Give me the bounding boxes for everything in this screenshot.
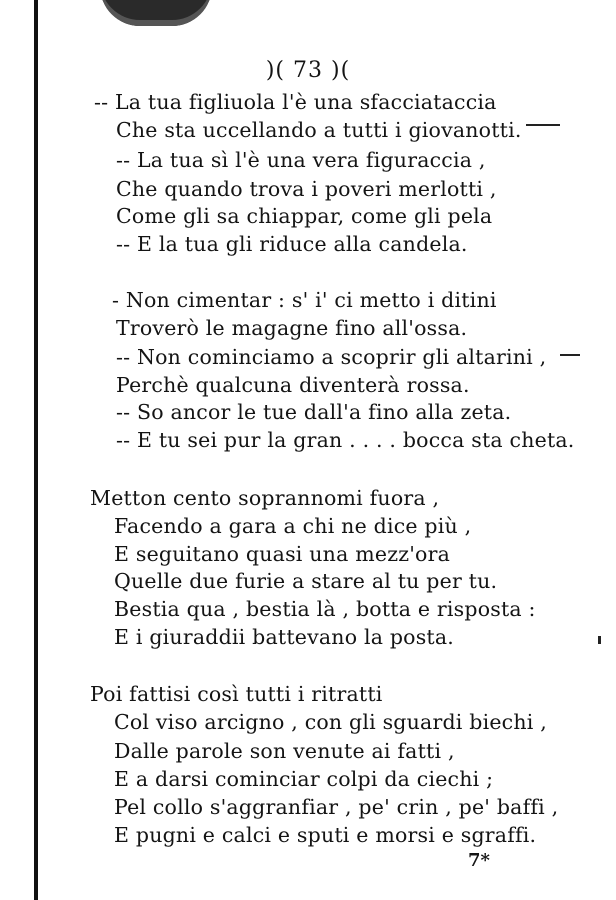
verse-line: Poi fattisi così tutti i ritratti (90, 682, 383, 706)
ink-blot-decoration (100, 0, 212, 26)
margin-dot-mark (598, 636, 601, 644)
verse-line: -- So ancor le tue dall'a fino alla zeta. (116, 400, 512, 424)
margin-dash-mark (560, 354, 580, 356)
verse-line: E pugni e calci e sputi e morsi e sgraffi. (114, 823, 537, 847)
verse-line: Perchè qualcuna diventerà rossa. (116, 373, 470, 397)
verse-line: E a darsi cominciar colpi da ciechi ; (114, 767, 494, 791)
verse-line: -- E tu sei pur la gran . . . . bocca sta cheta. (116, 428, 575, 452)
page-spine-edge (34, 0, 38, 900)
verse-line: Troverò le magagne fino all'ossa. (116, 316, 468, 340)
verse-line: Che sta uccellando a tutti i giovanotti. (116, 118, 522, 142)
verse-line: Quelle due furie a stare al tu per tu. (114, 569, 498, 593)
verse-line: -- E la tua gli riduce alla candela. (116, 232, 468, 256)
verse-line: Col viso arcigno , con gli sguardi biechi , (114, 710, 547, 734)
verse-line: E seguitano quasi una mezz'ora (114, 542, 450, 566)
margin-dash-mark (526, 124, 560, 126)
verse-line: Facendo a gara a chi ne dice più , (114, 514, 472, 538)
verse-line: Bestia qua , bestia là , botta e risposta : (114, 597, 536, 621)
verse-line: -- Non cominciamo a scoprir gli altarini , (116, 345, 547, 369)
verse-line: Metton cento soprannomi fuora , (90, 486, 440, 510)
verse-line: -- La tua figliuola l'è una sfacciataccia (94, 90, 497, 114)
verse-line: Dalle parole son venute ai fatti , (114, 739, 455, 763)
verse-line: Che quando trova i poveri merlotti , (116, 177, 497, 201)
verse-line: Pel collo s'aggranfiar , pe' crin , pe' baffi , (114, 795, 559, 819)
verse-line: - Non cimentar : s' i' ci metto i ditini (112, 288, 497, 312)
verse-line: -- La tua sì l'è una vera figuraccia , (116, 148, 486, 172)
verse-line: Come gli sa chiappar, come gli pela (116, 204, 493, 228)
signature-mark: 7* (468, 850, 490, 871)
page-number: )( 73 )( (265, 58, 351, 83)
verse-line: E i giuraddii battevano la posta. (114, 625, 455, 649)
